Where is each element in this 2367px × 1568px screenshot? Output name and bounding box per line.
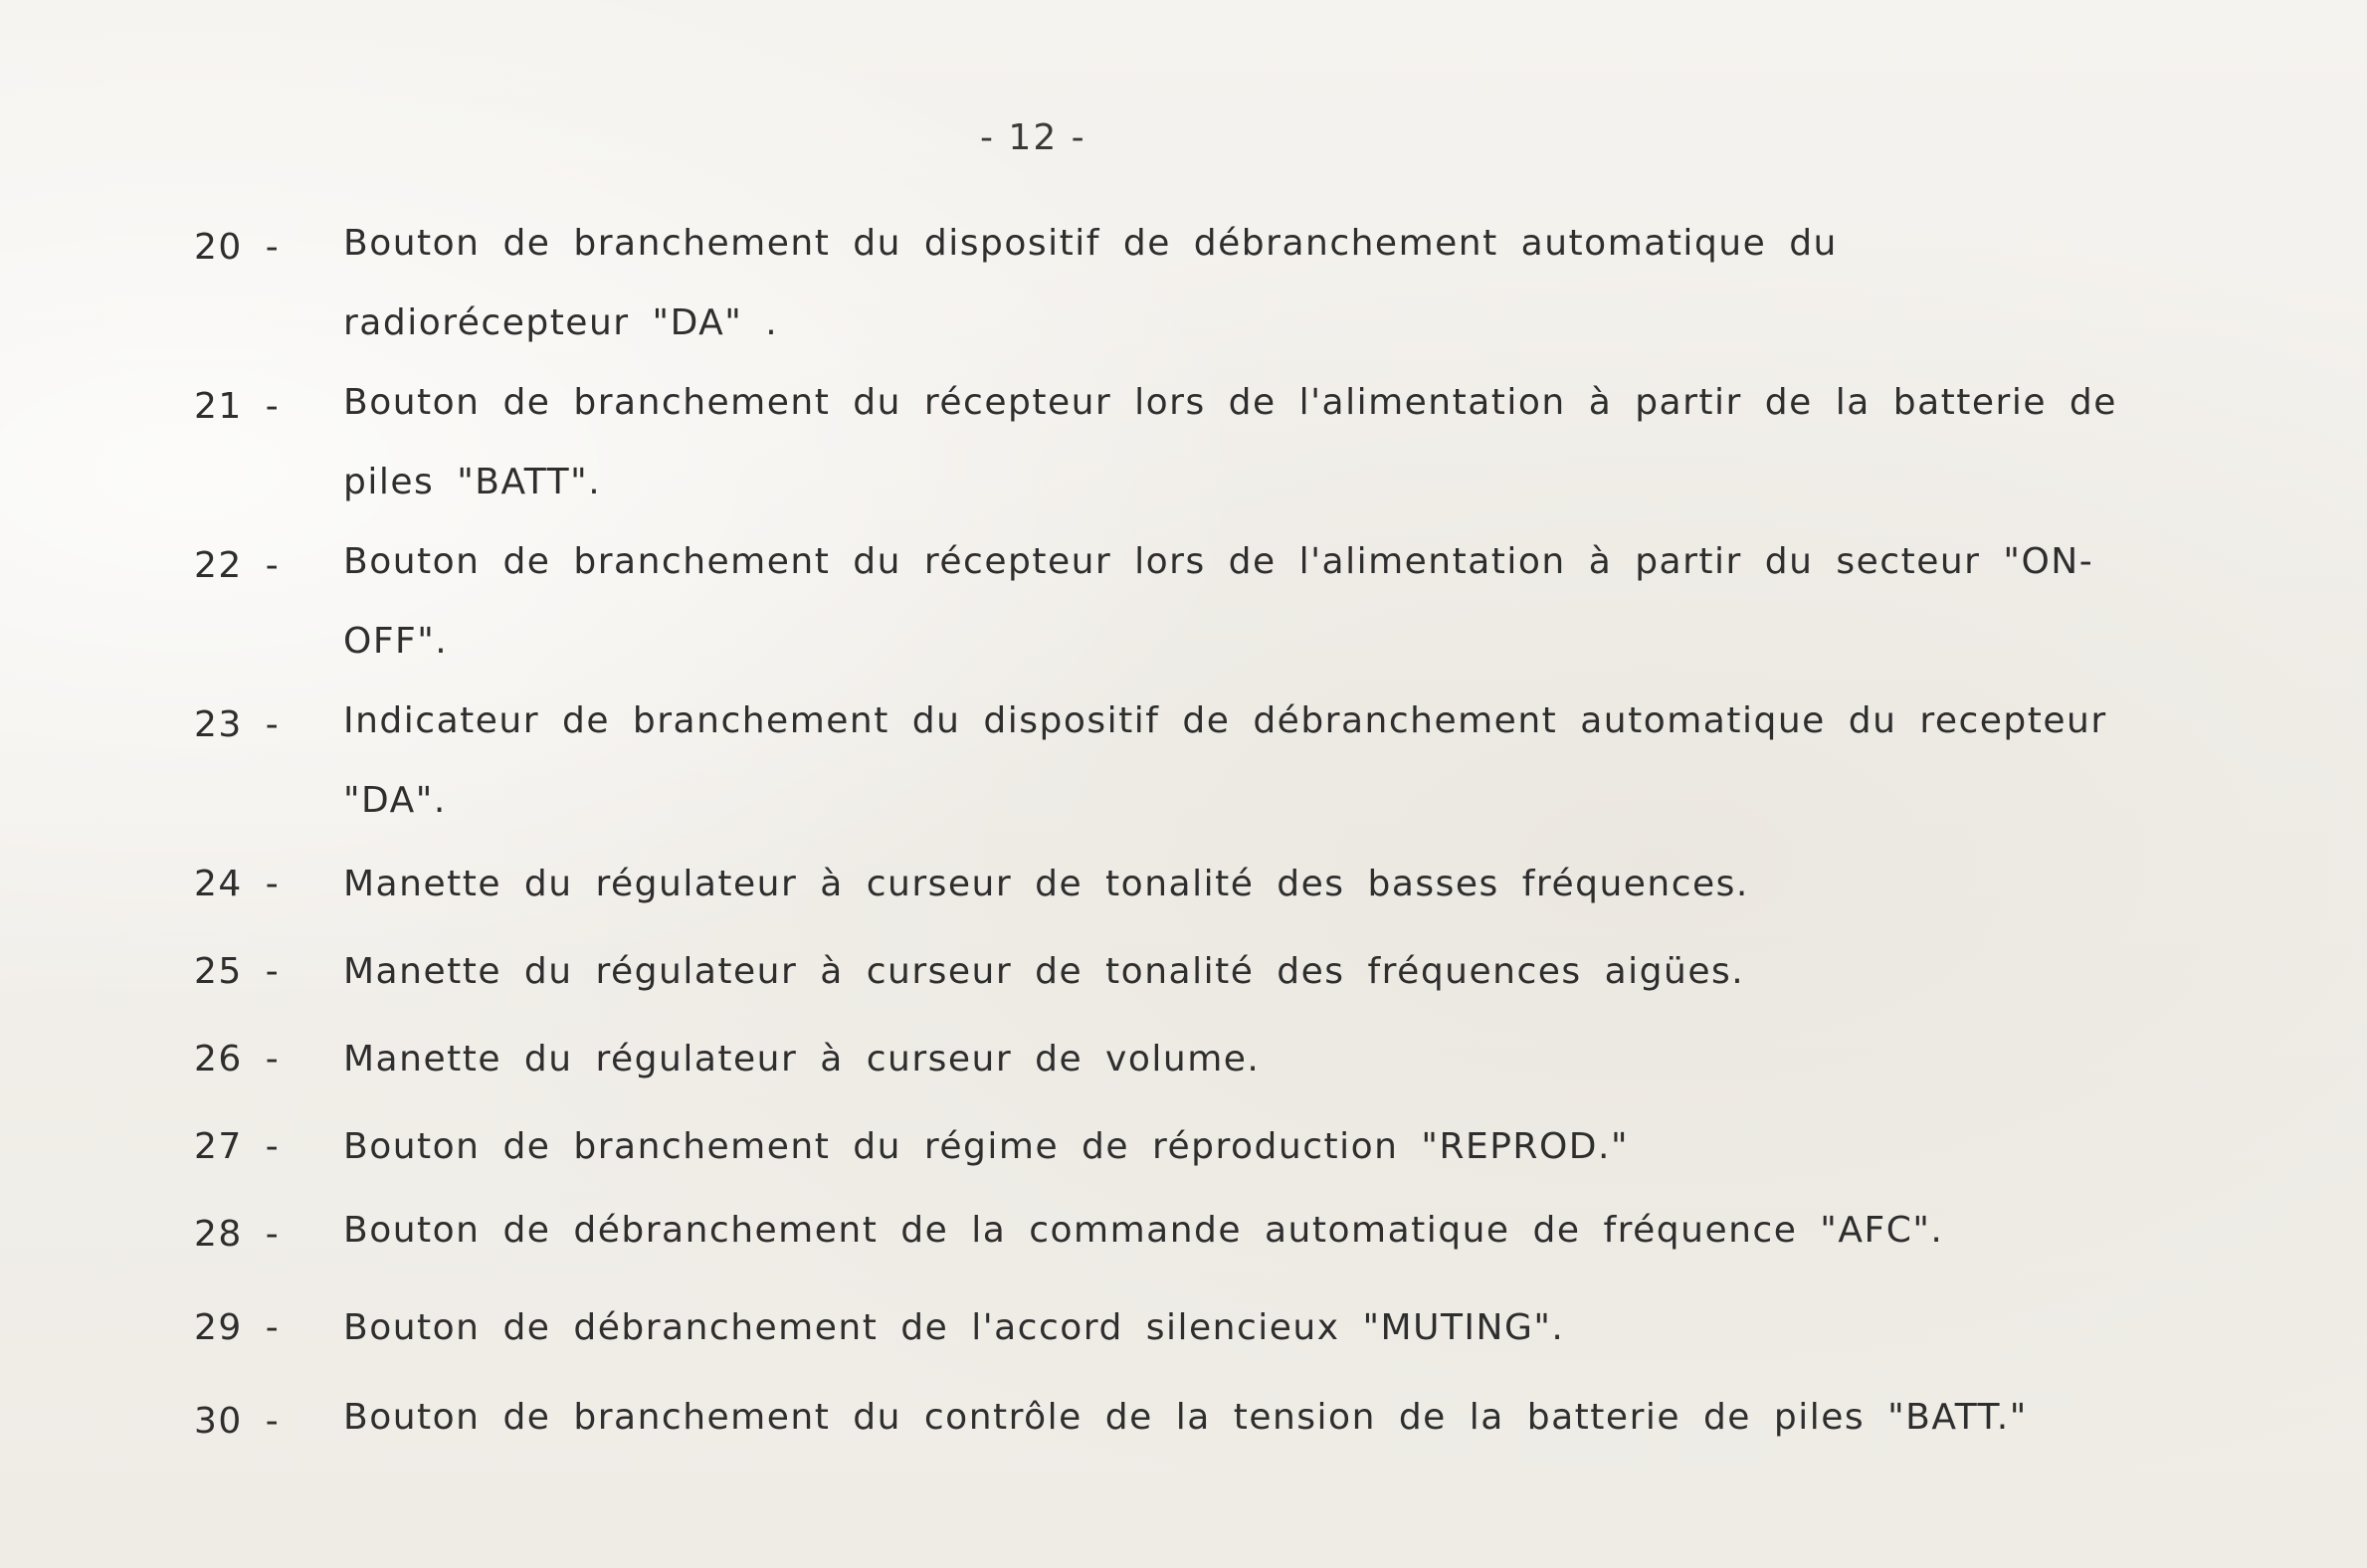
item-text: Bouton de débranchement de la commande automatique de fréquence "AFC". xyxy=(343,1210,1944,1251)
item-text: Manette du régulateur à curseur de volume. xyxy=(343,1039,1261,1079)
list-item-20 xyxy=(194,204,2134,363)
item-number: 20 - xyxy=(194,227,281,268)
list-item-25 xyxy=(194,928,2134,1016)
item-number: 23 - xyxy=(194,704,281,745)
item-number: 25 - xyxy=(194,951,281,992)
list-item-21 xyxy=(194,363,2134,522)
item-number: 27 - xyxy=(194,1126,281,1167)
item-text: Bouton de débranchement de l'accord silencieux "MUTING". xyxy=(343,1307,1565,1348)
item-number: 29 - xyxy=(194,1307,281,1348)
item-number: 21 - xyxy=(194,386,281,427)
item-text: Manette du régulateur à curseur de tonalité des fréquences aigües. xyxy=(343,951,1745,992)
item-number: 30 - xyxy=(194,1401,281,1442)
item-text: Manette du régulateur à curseur de tonalité des basses fréquences. xyxy=(343,864,1749,904)
item-number: 24 - xyxy=(194,864,281,904)
item-text: Bouton de branchement du contrôle de la tension de la batterie de piles "BATT." xyxy=(343,1397,2028,1438)
list-item-23 xyxy=(194,682,2134,841)
item-text: Bouton de branchement du régime de réproduction "REPROD." xyxy=(343,1126,1629,1167)
item-list xyxy=(194,204,2134,1466)
item-text: Bouton de branchement du dispositif de débranchement automatique du radiorécepteur "DA" . xyxy=(343,223,1838,343)
list-item-28 xyxy=(194,1191,2134,1278)
item-number: 22 - xyxy=(194,545,281,586)
item-number: 28 - xyxy=(194,1214,281,1255)
item-text: Indicateur de branchement du dispositif de débranchement automatique du recepteur "DA". xyxy=(343,700,2107,821)
list-item-22 xyxy=(194,522,2134,682)
list-item-29 xyxy=(194,1284,2134,1372)
list-item-27 xyxy=(194,1103,2134,1191)
item-text: Bouton de branchement du récepteur lors de l'alimentation à partir du secteur "ON-OFF". xyxy=(343,541,2094,662)
list-item-30 xyxy=(194,1378,2134,1466)
list-item-26 xyxy=(194,1016,2134,1103)
item-text: Bouton de branchement du récepteur lors de l'alimentation à partir de la batterie de piles "BATT". xyxy=(343,382,2117,502)
item-number: 26 - xyxy=(194,1039,281,1079)
list-item-24 xyxy=(194,841,2134,928)
page-number: - 12 - xyxy=(980,117,1086,158)
